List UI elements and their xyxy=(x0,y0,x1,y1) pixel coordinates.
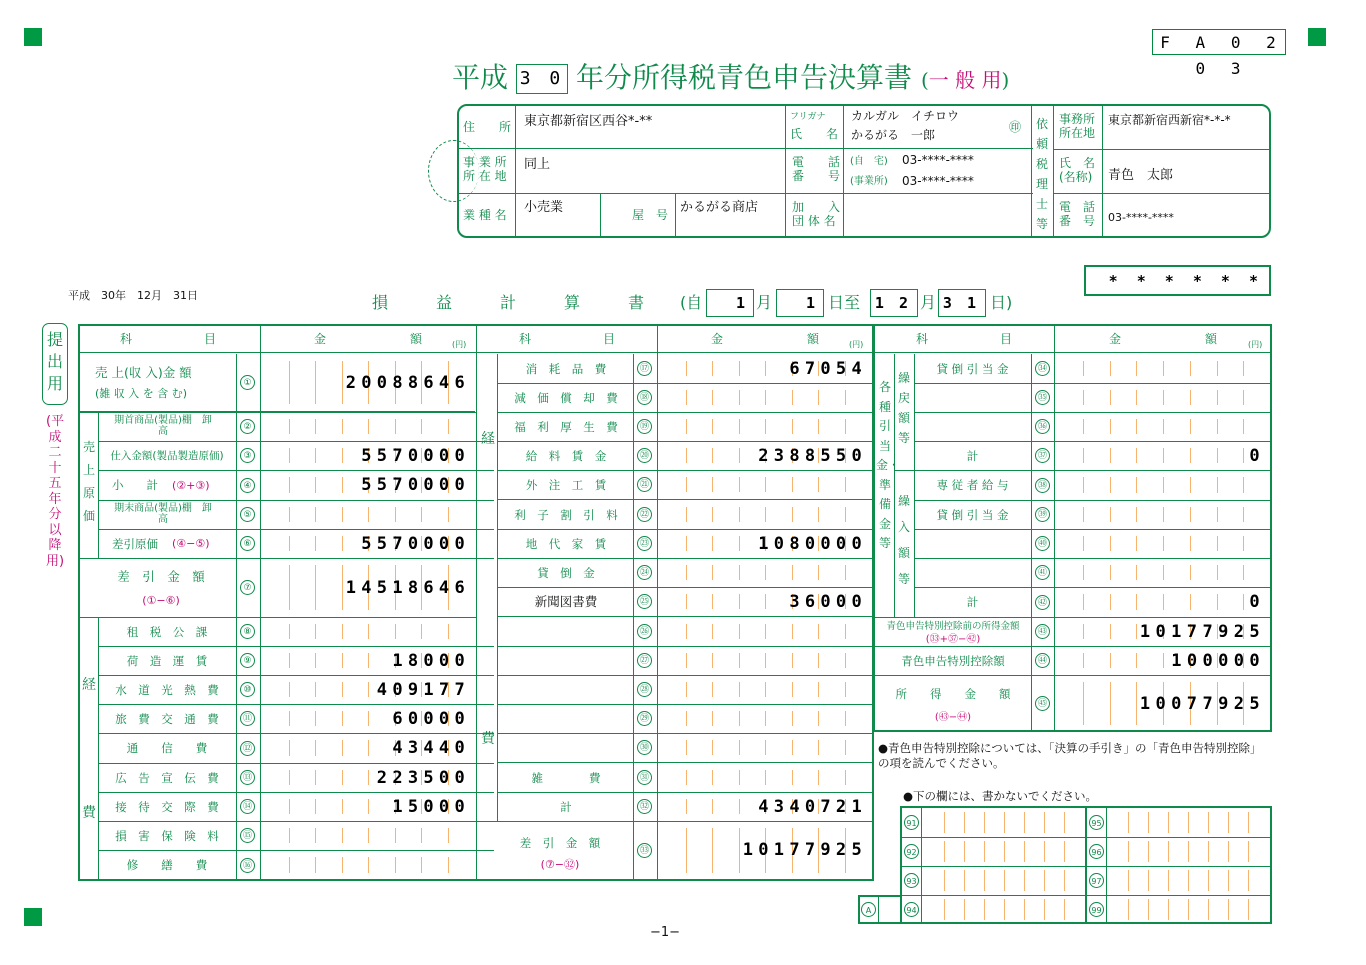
row-calc: (②+③) xyxy=(172,478,210,492)
row-calc: (①−⑥) xyxy=(142,594,180,607)
yen-unit: (円) xyxy=(1248,340,1263,349)
row-number: ㉙ xyxy=(637,711,652,726)
row-calc: (⑦−㉜) xyxy=(540,858,580,871)
column-header: 金 額 xyxy=(313,332,422,346)
version-label: (平成二十五年分以降用) xyxy=(46,414,65,569)
phone-office-field[interactable]: 03-****-**** xyxy=(902,174,974,188)
row-label: 小 計 xyxy=(112,478,158,492)
row-label: 雑 費 xyxy=(531,771,601,785)
tax-agent-label: 依頼税理士等 xyxy=(1035,117,1048,231)
right-row-36 xyxy=(914,412,1031,441)
transfer-group-label: 繰入額等 xyxy=(897,494,910,586)
mid-row-30 xyxy=(497,733,633,762)
row-number: ⑥ xyxy=(240,536,255,551)
period-close: 日) xyxy=(990,293,1013,312)
phone-office-label: (事業所) xyxy=(850,176,888,187)
row-number: ㉗ xyxy=(637,653,652,668)
row-number: ㊺ xyxy=(1035,696,1050,711)
agent-office-field[interactable]: 東京都新宿西新宿*-*-* xyxy=(1108,113,1231,127)
statement-title: 損 益 計 算 書 xyxy=(372,293,645,312)
mid-expense-label-2: 費 xyxy=(481,731,495,747)
office-address-field[interactable]: 同上 xyxy=(524,157,551,172)
row-number: ㊴ xyxy=(1035,507,1050,522)
row-number: ① xyxy=(240,375,255,390)
corner-mark-top-left xyxy=(24,28,42,46)
industry-label: 業 種 名 xyxy=(463,208,507,222)
row-number: ④ xyxy=(240,478,255,493)
office-code-left: 91 xyxy=(904,815,919,830)
amount-field-1[interactable]: 20088646 xyxy=(345,372,470,393)
row-number: ㉞ xyxy=(1035,361,1050,376)
amount-field-45[interactable]: 10077925 xyxy=(1139,693,1265,714)
row-number: ⑫ xyxy=(240,741,255,756)
row-number: ⑱ xyxy=(637,390,652,405)
title-sub: (一 般 用) xyxy=(920,68,1010,92)
row-label: 新聞図書費 xyxy=(534,594,598,609)
furigana-label: フリガナ xyxy=(790,112,826,122)
mid-row-27 xyxy=(497,646,633,675)
shop-name-label: 屋 号 xyxy=(632,208,669,222)
row-number: ㉚ xyxy=(637,740,652,755)
industry-field[interactable]: 小売業 xyxy=(524,200,564,215)
row-number: ㉔ xyxy=(637,565,652,580)
return-group-label: 繰戻額等 xyxy=(897,371,910,445)
association-label: 加 入 団 体 名 xyxy=(792,200,841,228)
amount-field-6[interactable]: 5570000 xyxy=(361,533,470,554)
office-code-left: 93 xyxy=(904,873,919,888)
row-label: 青色申告特別控除前の所得金額 xyxy=(886,621,1020,632)
column-header: 科 目 xyxy=(119,332,216,346)
amount-field-7[interactable]: 14518646 xyxy=(345,577,470,598)
submission-label: 提出用 xyxy=(46,330,63,393)
row-label: 福 利 厚 生 費 xyxy=(514,420,618,434)
row-label: 給 料 賃 金 xyxy=(525,449,607,463)
name-field[interactable]: かるがる 一郎 xyxy=(851,128,936,142)
yen-unit: (円) xyxy=(452,340,467,349)
form-code: F A 0 2 0 3 xyxy=(1152,29,1286,55)
row-label: 旅 費 交 通 費 xyxy=(115,711,219,726)
from-day-box[interactable]: 1 xyxy=(776,289,824,317)
corner-mark-top-right xyxy=(1308,28,1326,46)
row-label: 計 xyxy=(560,800,572,814)
name-label: 氏 名 xyxy=(790,127,839,141)
row-label: 期末商品(製品)棚 卸 高 xyxy=(114,503,222,525)
mid-expense-label: 経 xyxy=(481,431,495,447)
amount-field-12[interactable]: 43440 xyxy=(392,738,470,758)
row-number: ㊳ xyxy=(1035,478,1050,493)
row-number: ⑲ xyxy=(637,419,652,434)
row-label: 租 税 公 課 xyxy=(126,624,208,639)
amount-field-10[interactable]: 409177 xyxy=(376,679,470,700)
agent-name-field[interactable]: 青色 太郎 xyxy=(1108,168,1174,183)
row-label: 水 道 光 熱 費 xyxy=(115,682,219,697)
right-row-40 xyxy=(914,529,1031,558)
lower-note: ●下の欄には、書かないでください。 xyxy=(903,789,1098,803)
row-number: ⑤ xyxy=(240,507,255,522)
row-label: 外 注 工 賃 xyxy=(525,478,607,492)
mid-row-29 xyxy=(497,704,633,733)
phone-label: 電 話 番 号 xyxy=(792,155,841,183)
agent-name-label: 氏 名 (名称) xyxy=(1059,156,1096,184)
row-number: ㉑ xyxy=(637,477,652,492)
amount-field-23[interactable]: 1080000 xyxy=(758,534,867,554)
row-calc: (④−⑤) xyxy=(172,537,210,550)
row-number: ② xyxy=(240,419,255,434)
submission-date: 平成 30年 12月 31日 xyxy=(68,289,198,302)
amount-field-14[interactable]: 15000 xyxy=(392,796,470,817)
row-label: 利 子 割 引 料 xyxy=(514,508,618,522)
row-label: 貸 倒 金 xyxy=(537,566,595,580)
row-number: ⑳ xyxy=(637,448,652,463)
row-label: 差引原価 xyxy=(112,536,158,551)
row-number: ⑦ xyxy=(240,580,255,595)
amount-field-32[interactable]: 4340721 xyxy=(758,797,867,817)
row-number: ㊷ xyxy=(1035,595,1050,610)
row-number: ㉟ xyxy=(1035,390,1050,405)
row-number: ㊲ xyxy=(1035,448,1050,463)
address-field[interactable]: 東京都新宿区西谷*-** xyxy=(524,114,653,129)
row-number: ㉒ xyxy=(637,507,652,522)
seal-mark: ㊞ xyxy=(1009,120,1022,134)
row-number: ⑬ xyxy=(240,770,255,785)
to-day-box[interactable]: 3 1 xyxy=(938,289,986,317)
amount-field-11[interactable]: 60000 xyxy=(392,708,470,729)
cost-group-label: 売上原価 xyxy=(82,440,95,523)
title-prefix: 平成 xyxy=(452,61,509,94)
row-number: ⑮ xyxy=(240,828,255,843)
row-label: 計 xyxy=(966,595,979,609)
row-number: ⑪ xyxy=(240,711,255,726)
row-number: ㊵ xyxy=(1035,536,1050,551)
shop-name-field[interactable]: かるがる商店 xyxy=(680,200,759,215)
agent-phone-label: 電 話 番 号 xyxy=(1059,200,1096,228)
agent-office-label: 事務所 所在地 xyxy=(1059,112,1096,140)
row-number: ㊸ xyxy=(1035,624,1050,639)
name-kana-field[interactable]: カルガル イチロウ xyxy=(851,109,960,123)
office-label: 事 業 所 所 在 地 xyxy=(463,155,507,183)
row-calc: (㉝+㊲−㊷) xyxy=(925,634,981,645)
row-label: 荷 造 運 賃 xyxy=(126,653,208,668)
from-month-box[interactable]: 1 xyxy=(706,289,754,317)
row-label: 通 信 費 xyxy=(126,741,208,755)
row-number: ㉓ xyxy=(637,536,652,551)
row-label: 損 害 保 険 料 xyxy=(115,828,219,843)
reserves-group-label: 各種引当金・準備金等 xyxy=(876,380,901,550)
amount-field-20[interactable]: 2388550 xyxy=(758,446,867,466)
row-number: ㉕ xyxy=(637,594,652,609)
amount-field-4[interactable]: 5570000 xyxy=(361,475,470,495)
row-label: 計 xyxy=(966,449,979,463)
to-month-unit: 月 xyxy=(920,293,937,312)
phone-home-field[interactable]: 03-****-**** xyxy=(902,153,974,167)
lower-code-extra: A xyxy=(861,902,876,917)
amount-field-44[interactable]: 100000 xyxy=(1171,650,1265,671)
amount-field-13[interactable]: 223500 xyxy=(376,767,470,788)
row-number: ⑧ xyxy=(240,624,255,639)
column-header: 金 額 xyxy=(1108,332,1217,346)
row-number: ⑯ xyxy=(240,858,255,873)
row-number: ㊹ xyxy=(1035,653,1050,668)
row-number: ⑨ xyxy=(240,653,255,668)
form-title xyxy=(452,60,1009,96)
month-unit: 月 xyxy=(756,293,773,312)
reference-number-box[interactable]: * * * * * * xyxy=(1084,265,1271,296)
amount-field-43[interactable]: 10177925 xyxy=(1139,621,1265,642)
row-label: 貸 倒 引 当 金 xyxy=(936,362,1009,376)
row-label: 貸 倒 引 当 金 xyxy=(936,508,1009,522)
row-label: 所 得 金 額 xyxy=(895,687,1011,701)
office-code-left: 92 xyxy=(904,844,919,859)
office-code-right: 95 xyxy=(1089,815,1104,830)
row-label: 売 上(収 入)金 額 xyxy=(95,365,192,380)
row-note: (雑 収 入 を 含 む) xyxy=(95,387,188,400)
to-month-box[interactable]: 1 2 xyxy=(870,289,918,317)
amount-field-25[interactable]: 36000 xyxy=(789,592,867,612)
left-row-7 xyxy=(79,558,236,617)
row-number: ③ xyxy=(240,448,255,463)
amount-field-9[interactable]: 18000 xyxy=(392,650,470,671)
deduction-note: ●青色申告特別控除については、「決算の手引き」の「青色申告特別控除」の項を読んでください。 xyxy=(878,741,1262,770)
amount-field-42[interactable]: 0 xyxy=(1249,592,1265,612)
yen-unit: (円) xyxy=(849,340,864,349)
row-number: ⑭ xyxy=(240,799,255,814)
expense-group-label-2: 費 xyxy=(82,805,96,821)
agent-phone-field[interactable]: 03-****-**** xyxy=(1108,211,1174,224)
row-number: ㊶ xyxy=(1035,565,1050,580)
office-code-left: 94 xyxy=(904,902,919,917)
office-code-right: 96 xyxy=(1089,844,1104,859)
row-number: ⑩ xyxy=(240,682,255,697)
row-label: 修 繕 費 xyxy=(126,858,208,872)
period-open: (自 xyxy=(680,293,703,312)
office-code-right: 97 xyxy=(1089,873,1104,888)
row-label: 地 代 家 賃 xyxy=(525,537,607,551)
office-code-right: 99 xyxy=(1089,902,1104,917)
row-number: ㉝ xyxy=(637,843,652,858)
row-label: 消 耗 品 費 xyxy=(525,362,607,376)
mid-row-28 xyxy=(497,675,633,704)
row-label: 広 告 宣 伝 費 xyxy=(115,770,219,785)
row-number: ⑰ xyxy=(637,361,652,376)
amount-field-37[interactable]: 0 xyxy=(1249,445,1265,466)
row-number: ㉜ xyxy=(637,799,652,814)
row-label: 接 待 交 際 費 xyxy=(115,799,219,814)
amount-field-3[interactable]: 5570000 xyxy=(361,445,470,466)
address-label: 住 所 xyxy=(463,120,512,134)
era-year-box[interactable]: 3 0 xyxy=(516,64,568,94)
title-main: 年分所得税青色申告決算書 xyxy=(576,61,913,94)
column-header: 金 額 xyxy=(710,332,819,346)
row-label: 専 従 者 給 与 xyxy=(936,478,1009,492)
amount-field-33[interactable]: 10177925 xyxy=(742,840,867,860)
row-label: 減 価 償 却 費 xyxy=(514,391,618,405)
phone-home-label: (自 宅) xyxy=(850,156,888,167)
row-number: ㉖ xyxy=(637,624,652,639)
row-label: 青色申告特別控除額 xyxy=(901,654,1005,668)
row-label: 差 引 金 額 xyxy=(519,836,601,850)
column-header: 科 目 xyxy=(915,332,1012,346)
right-row-35 xyxy=(914,383,1031,412)
page-number: −1− xyxy=(650,925,681,940)
row-number: ㊱ xyxy=(1035,419,1050,434)
row-number: ㉘ xyxy=(637,682,652,697)
corner-mark-bottom-left xyxy=(24,908,42,926)
row-label: 期首商品(製品)棚 卸 高 xyxy=(114,415,222,437)
row-label: 仕入金額(製品製造原価) xyxy=(110,449,224,462)
mid-row-26 xyxy=(497,617,633,646)
left-row-1 xyxy=(79,354,236,411)
row-number: ㉛ xyxy=(637,770,652,785)
row-calc: (㊸−㊹) xyxy=(934,712,972,723)
to-label: 日至 xyxy=(828,293,861,312)
right-row-41 xyxy=(914,558,1031,587)
row-label: 差 引 金 額 xyxy=(117,569,205,584)
expense-group-label: 経 xyxy=(82,677,96,693)
amount-field-17[interactable]: 67054 xyxy=(789,359,867,379)
column-header: 科 目 xyxy=(518,332,615,346)
title-sub-label: 一 般 用 xyxy=(928,68,1002,92)
